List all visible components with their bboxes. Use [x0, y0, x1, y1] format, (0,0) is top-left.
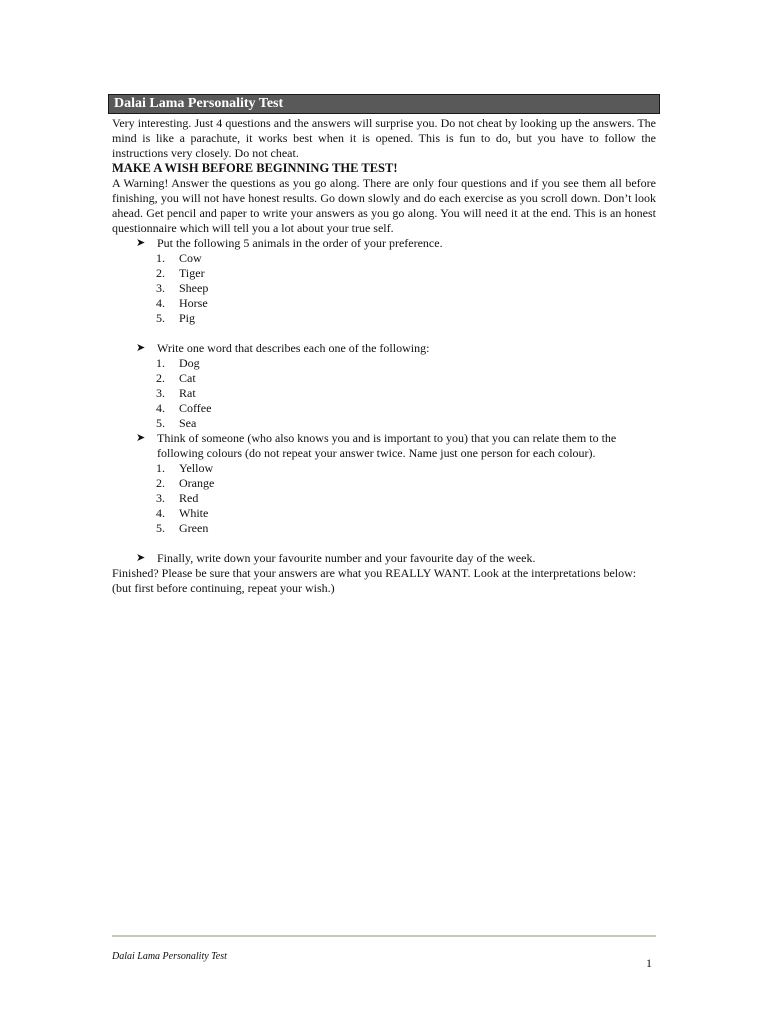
option-label: Horse	[179, 296, 208, 310]
arrow-bullet-icon: ➤	[136, 432, 146, 444]
arrow-bullet-icon: ➤	[136, 552, 146, 564]
question-4	[112, 551, 656, 566]
option-label: Cat	[179, 371, 196, 385]
footer-title: Dalai Lama Personality Test	[112, 951, 227, 962]
option-list	[112, 251, 656, 326]
list-item: 1. Yellow	[156, 461, 214, 475]
option-label: White	[179, 506, 209, 520]
option-list	[112, 461, 656, 536]
option-label: Sheep	[179, 281, 209, 295]
question-text: Think of someone (who also knows you and is important to you) that you can relate them to the following colours (do not repeat your answer twice. Name just one person for each colour).	[157, 431, 617, 460]
option-list	[112, 356, 656, 431]
option-label: Dog	[179, 356, 200, 370]
option-label: Coffee	[179, 401, 212, 415]
arrow-bullet-icon: ➤	[136, 342, 146, 354]
list-item: 1. Cow	[156, 251, 202, 265]
document-title: Dalai Lama Personality Test	[108, 94, 660, 114]
option-label: Green	[179, 521, 209, 535]
question-2	[112, 341, 656, 431]
list-item: 2. Cat	[156, 371, 196, 385]
list-item: 3. Red	[156, 491, 199, 505]
option-label: Sea	[179, 416, 197, 430]
document-body	[112, 116, 656, 596]
list-item: 5. Sea	[156, 416, 197, 430]
list-item: 2. Tiger	[156, 266, 205, 280]
page-number: 1	[646, 956, 652, 970]
list-item: 2. Orange	[156, 476, 215, 490]
list-item: 3. Sheep	[156, 281, 209, 295]
question-text: Write one word that describes each one of the following:	[157, 341, 430, 355]
option-label: Rat	[179, 386, 196, 400]
list-item: 3. Rat	[156, 386, 196, 400]
question-text: Finally, write down your favourite number and your favourite day of the week.	[157, 551, 536, 565]
option-label: Tiger	[179, 266, 205, 280]
option-label: Yellow	[179, 461, 214, 475]
question-3	[112, 431, 656, 536]
question-text: Put the following 5 animals in the order of your preference.	[157, 236, 443, 250]
option-label: Pig	[179, 311, 196, 325]
list-item: 1. Dog	[156, 356, 200, 370]
arrow-bullet-icon: ➤	[136, 237, 146, 249]
warning-paragraph: A Warning! Answer the questions as you go along. There are only four questions and if you see them all before finishing, you will not have honest results. Go down slowly and do each exercise as you scroll down. Don’t look ahead. Get pencil and paper to write your answers as you go along. You will need it at the end. This is an honest questionnaire which will tell you a lot about your true self.	[112, 176, 656, 235]
footer-divider	[112, 935, 656, 937]
list-item: 4. White	[156, 506, 209, 520]
list-item: 4. Horse	[156, 296, 208, 310]
option-label: Orange	[179, 476, 215, 490]
list-item: 5. Green	[156, 521, 209, 535]
finished-paragraph: Finished? Please be sure that your answers are what you REALLY WANT. Look at the interpretations below: (but first before continuing, repeat your wish.)	[112, 566, 637, 595]
option-label: Cow	[179, 251, 202, 265]
list-item: 5. Pig	[156, 311, 196, 325]
intro-paragraph: Very interesting. Just 4 questions and the answers will surprise you. Do not cheat by looking up the answers. The mind is like a parachute, it works best when it is opened. This is fun to do, but you have to follow the instructions very closely. Do not cheat.	[112, 116, 656, 160]
question-1	[112, 236, 656, 326]
option-label: Red	[179, 491, 199, 505]
list-item: 4. Coffee	[156, 401, 212, 415]
wish-heading: MAKE A WISH BEFORE BEGINNING THE TEST!	[112, 161, 398, 175]
